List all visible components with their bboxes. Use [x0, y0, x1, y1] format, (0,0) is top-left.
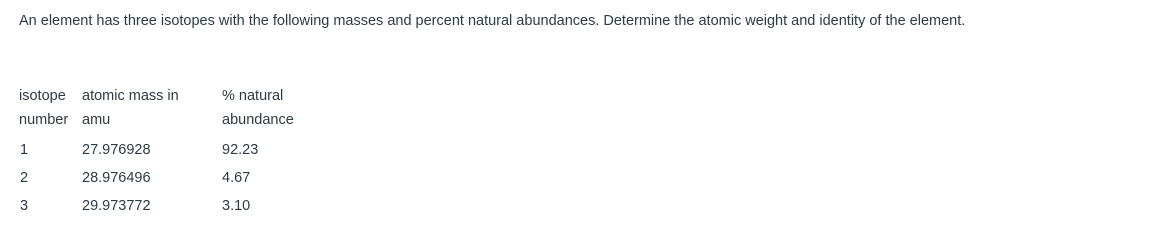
atomic-mass-cell: 29.973772	[82, 198, 151, 214]
question-text: An element has three isotopes with the following masses and percent natural abundances. Determine the atomic weight and identity of the element.	[19, 13, 966, 29]
table-row	[19, 164, 342, 192]
header-isotope-number	[19, 84, 82, 136]
header-isotope-line1: isotope	[19, 88, 66, 104]
header-natural-abundance	[222, 84, 342, 136]
table-row	[19, 136, 342, 164]
abundance-cell: 3.10	[222, 198, 251, 214]
isotope-number: 3	[19, 198, 29, 214]
header-mass-line1: atomic mass in	[82, 88, 179, 104]
header-mass-line2: amu	[82, 112, 111, 128]
isotope-number: 2	[19, 170, 29, 186]
abundance-cell: 92.23	[222, 142, 259, 158]
header-isotope-line2: number	[19, 112, 69, 128]
table-row	[19, 192, 342, 220]
atomic-mass-cell: 28.976496	[82, 170, 151, 186]
isotope-number-cell	[19, 192, 82, 220]
abundance-cell: 4.67	[222, 170, 251, 186]
atomic-mass-cell: 27.976928	[82, 142, 151, 158]
isotope-number-cell	[19, 164, 82, 192]
table-header-row	[19, 84, 342, 136]
header-abundance-line2: abundance	[222, 112, 294, 128]
isotope-table	[19, 84, 342, 220]
header-atomic-mass	[82, 84, 222, 136]
isotope-number-cell	[19, 136, 82, 164]
isotope-number: 1	[19, 142, 29, 158]
header-abundance-line1: % natural	[222, 88, 284, 104]
